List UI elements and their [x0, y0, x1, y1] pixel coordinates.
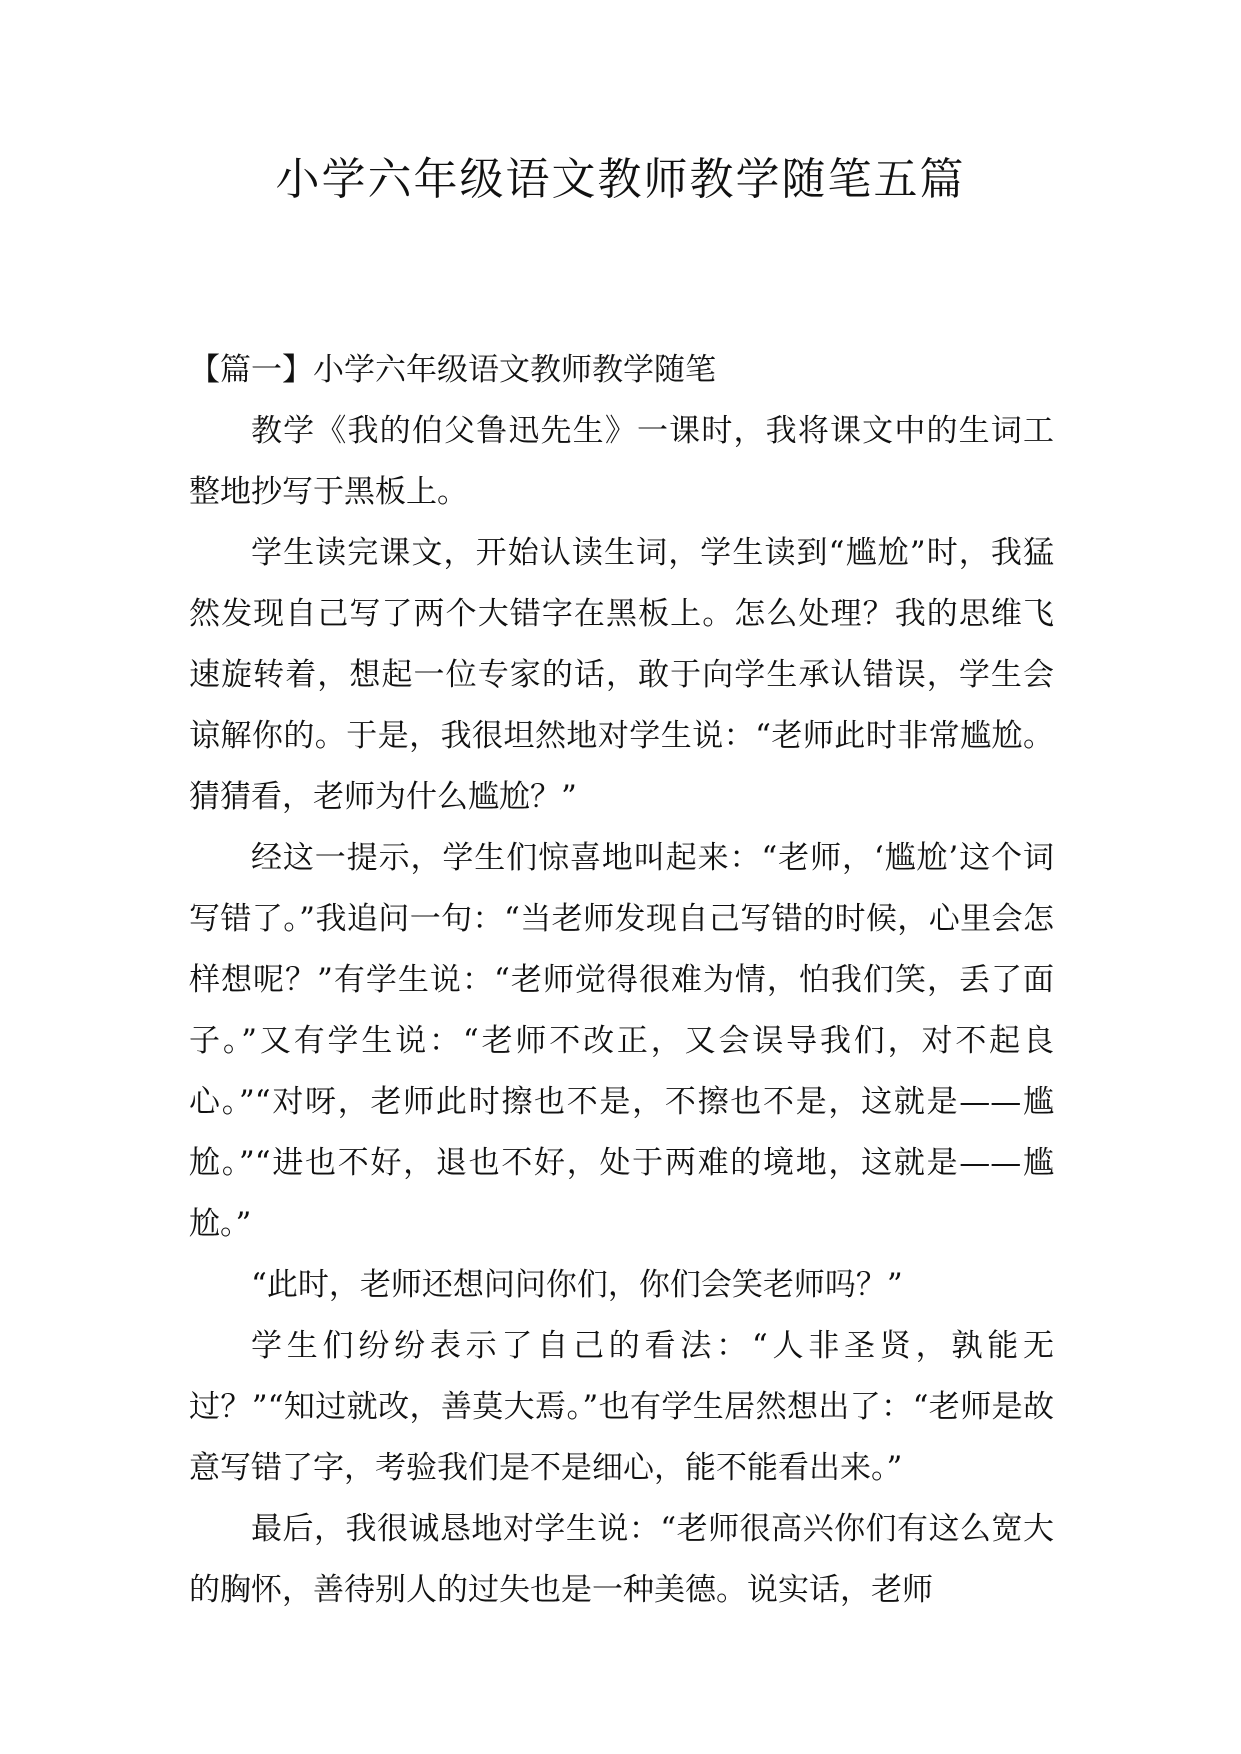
document-body	[189, 340, 1054, 1621]
document-title: 小学六年级语文教师教学随笔五篇	[275, 154, 966, 205]
paragraph: 学生们纷纷表示了自己的看法：“人非圣贤，孰能无过？”“知过就改，善莫大焉。”也有学生居然想出了：“老师是故意写错了字，考验我们是不是细心，能不能看出来。”	[189, 1328, 1054, 1486]
paragraph: 教学《我的伯父鲁迅先生》一课时，我将课文中的生词工整地抄写于黑板上。	[189, 413, 1054, 510]
paragraph: 最后，我很诚恳地对学生说：“老师很高兴你们有这么宽大的胸怀，善待别人的过失也是一种美德。说实话，老师	[189, 1511, 1054, 1608]
paragraph: “此时，老师还想问问你们，你们会笑老师吗？”	[251, 1267, 903, 1303]
paragraph: 学生读完课文，开始认读生词，学生读到“尴尬”时，我猛然发现自己写了两个大错字在黑板上。怎么处理？我的思维飞速旋转着，想起一位专家的话，敢于向学生承认错误，学生会谅解你的。于是，我很坦然地对学生说：“老师此时非常尴尬。猜猜看，老师为什么尴尬？”	[189, 535, 1054, 815]
paragraph: 经这一提示，学生们惊喜地叫起来：“老师，‘尴尬’这个词写错了。”我追问一句：“当老师发现自己写错的时候，心里会怎样想呢？”有学生说：“老师觉得很难为情，怕我们笑，丢了面子。”又有学生说：“老师不改正，又会误导我们，对不起良心。”“对呀，老师此时擦也不是，不擦也不是，这就是——尴尬。”“进也不好，退也不好，处于两难的境地，这就是——尴尬。”	[189, 840, 1054, 1242]
section-heading: 【篇一】小学六年级语文教师教学随笔	[189, 352, 716, 388]
